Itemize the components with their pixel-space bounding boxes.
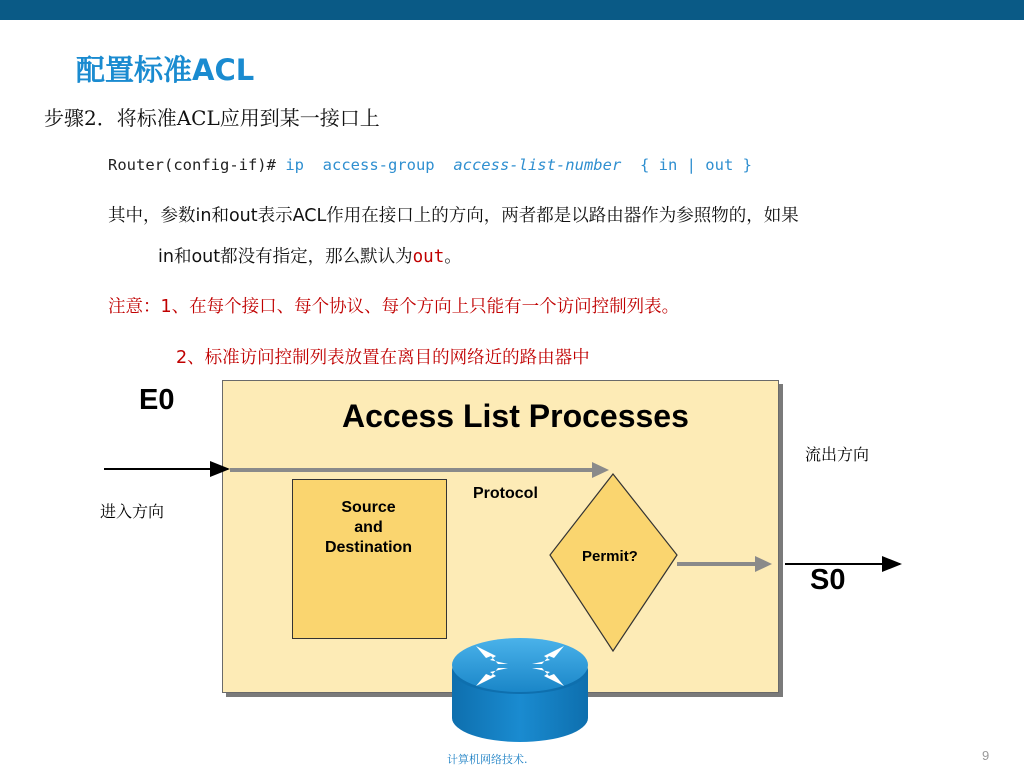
step-heading: 步骤2．将标准ACL应用到某一接口上: [44, 106, 380, 130]
note-2: 2、标准访问控制列表放置在离目的网络近的路由器中: [176, 348, 590, 368]
footer-text: 计算机网络技术.: [447, 753, 528, 766]
source-label: Source: [341, 499, 396, 516]
permit-arrow: [677, 556, 772, 572]
command-options: { in | out }: [639, 156, 752, 174]
explanation-line-2-end: 。: [444, 247, 462, 267]
protocol-label: Protocol: [473, 485, 538, 502]
explanation-line-2-text: in和out都没有指定，那么默认为: [158, 247, 413, 267]
page-title: 配置标准ACL: [76, 53, 255, 87]
explanation-line-1: 其中，参数in和out表示ACL作用在接口上的方向，两者都是以路由器作为参照物的，如果: [108, 206, 799, 226]
command-prompt: Router(config-if)#: [108, 156, 286, 174]
default-out: out: [412, 247, 445, 267]
command-acl-number: access-list-number: [453, 156, 622, 174]
page-number: 9: [982, 748, 990, 763]
destination-label: Destination: [324, 539, 413, 556]
e0-interface-label: E0: [139, 384, 175, 416]
command-ip: ip: [285, 156, 304, 174]
outbound-label: 流出方向: [805, 445, 870, 464]
note-1: 注意：1、在每个接口、每个协议、每个方向上只能有一个访问控制列表。: [108, 297, 680, 317]
router-icon: [452, 638, 588, 742]
and-label: and: [354, 519, 383, 536]
diagram-title: Access List Processes: [342, 398, 689, 434]
command-access-group: access-group: [322, 156, 435, 174]
permit-label: Permit?: [582, 548, 638, 565]
inbound-label: 进入方向: [100, 502, 165, 521]
protocol-arrow: [230, 462, 609, 478]
s0-interface-label: S0: [810, 564, 846, 596]
